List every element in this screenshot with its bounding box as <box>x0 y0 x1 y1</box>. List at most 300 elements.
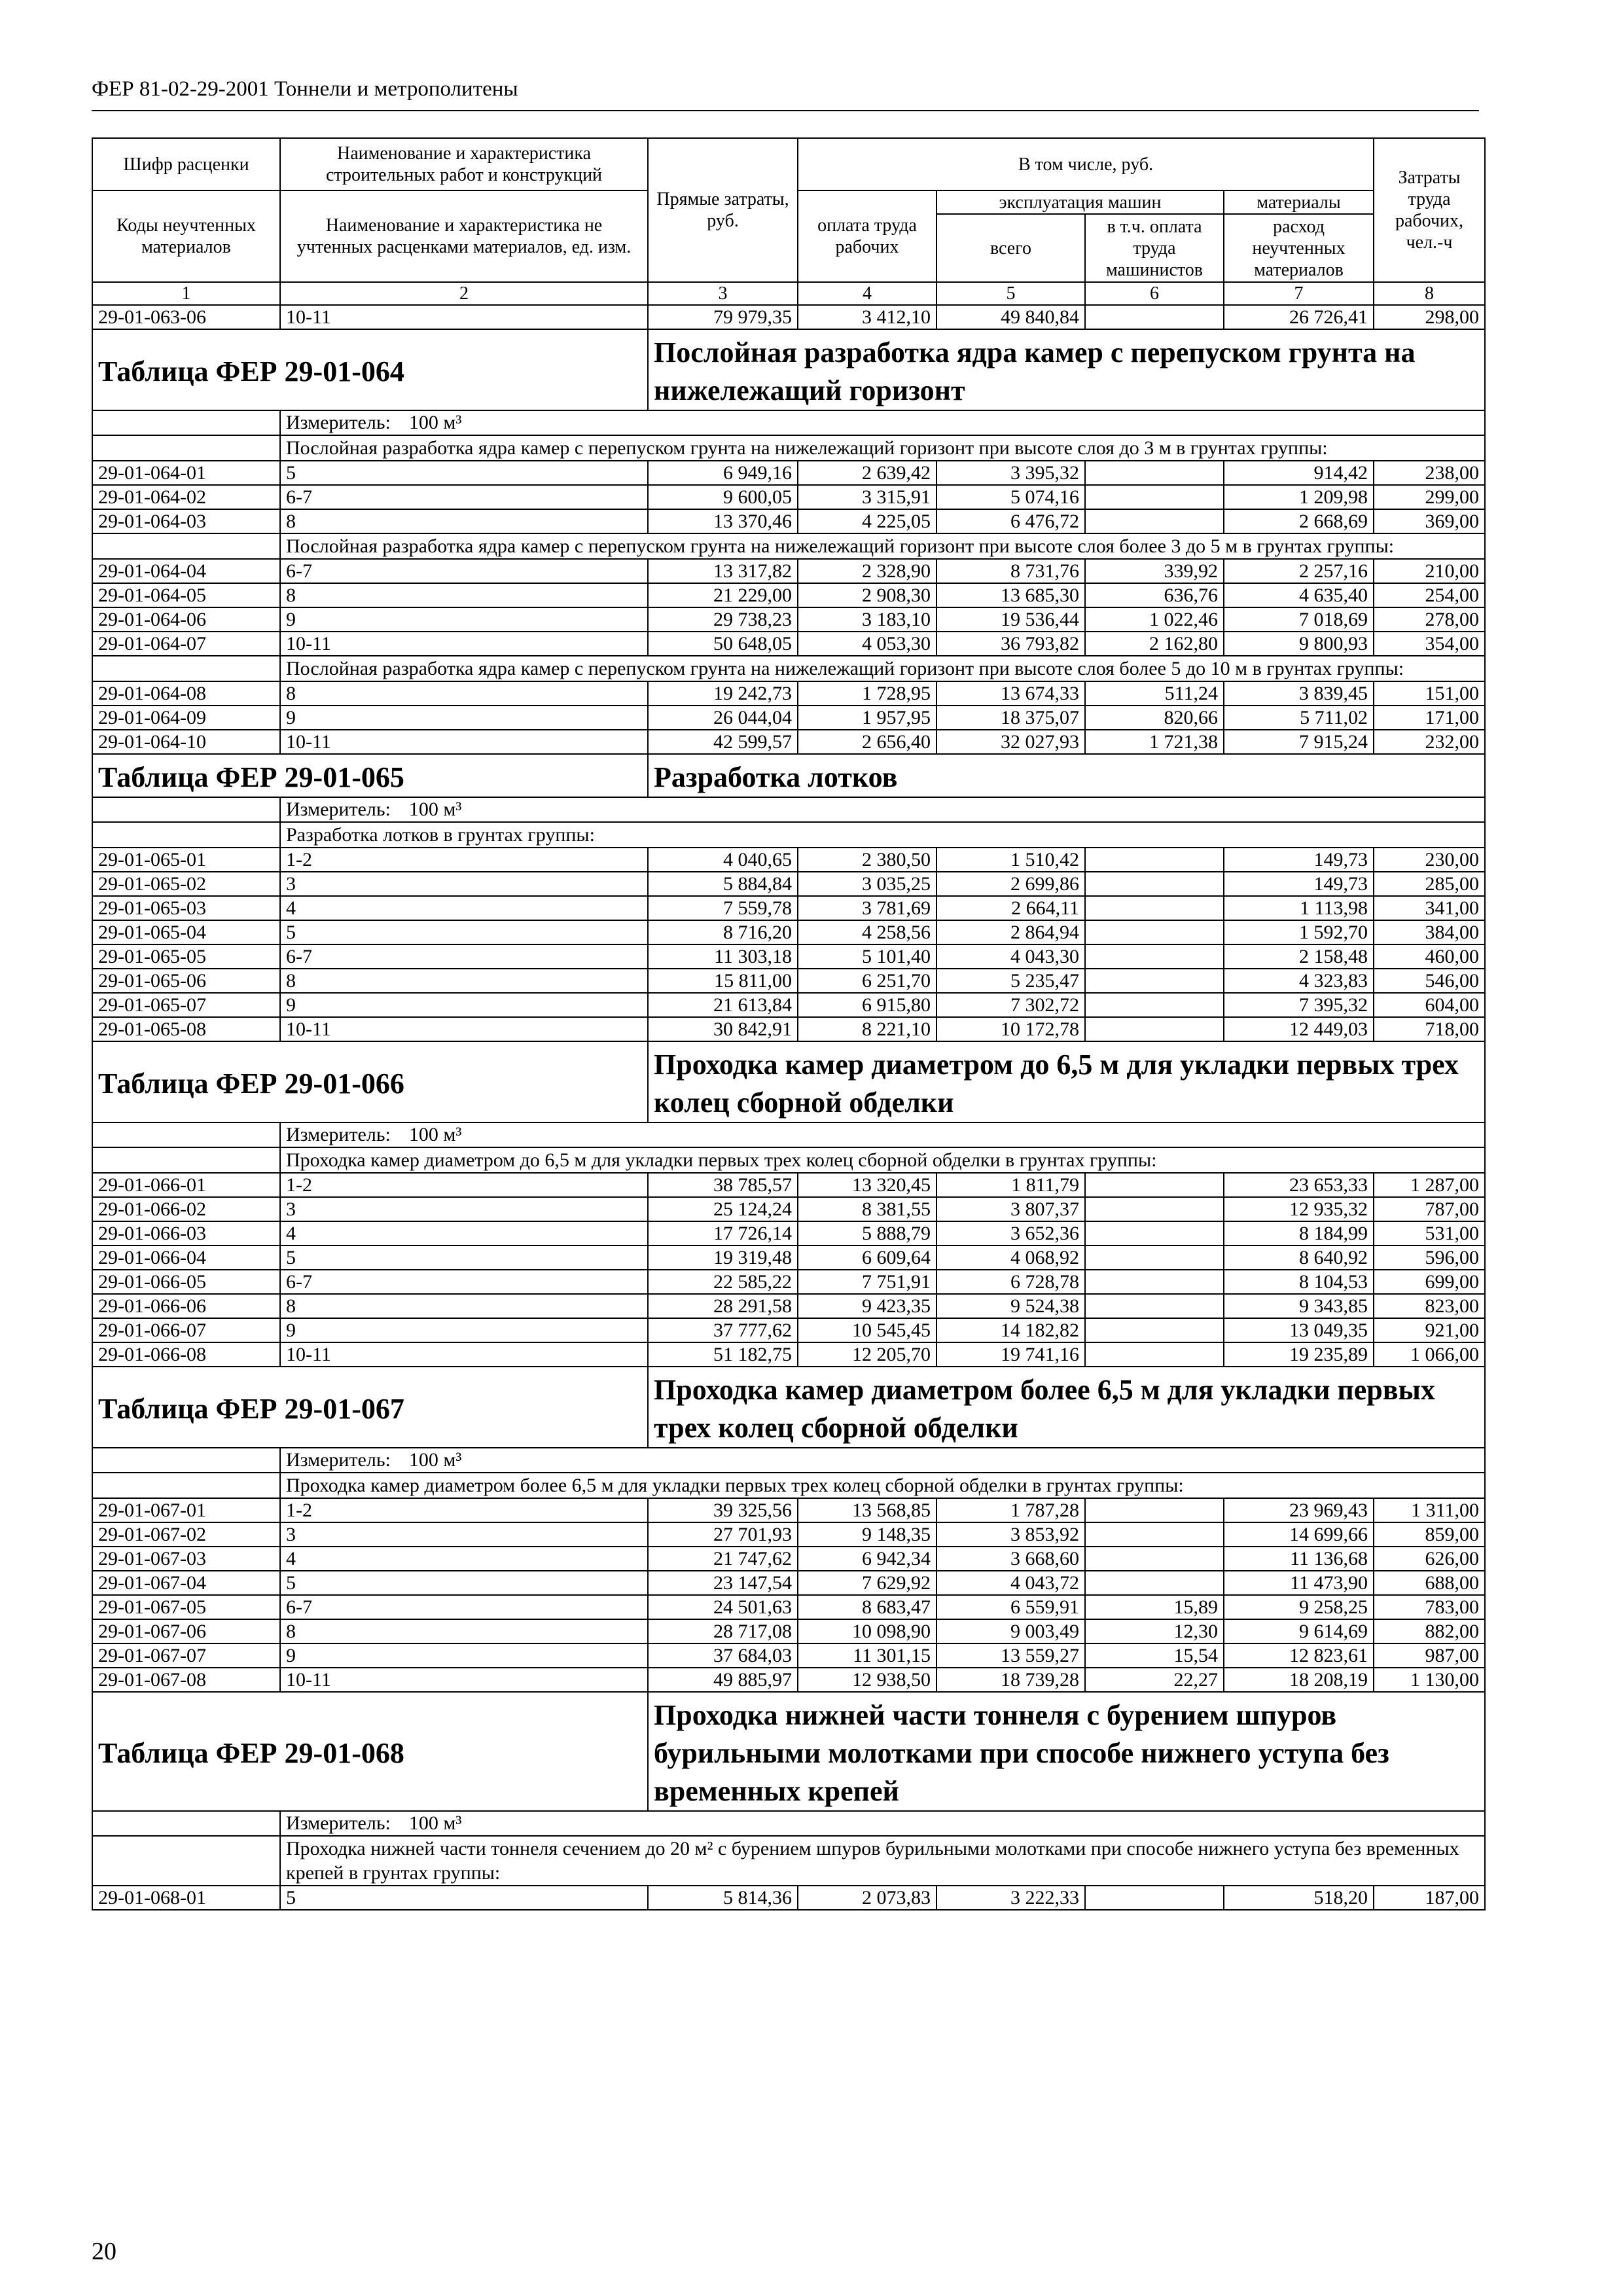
labor-hours: 460,00 <box>1374 944 1485 969</box>
section-description: Послойная разработка ядра камер с перепуском грунта на нижележащий горизонт при высоте слоя до 3 м в грунтах группы: <box>280 435 1485 461</box>
labor-hours: 546,00 <box>1374 969 1485 993</box>
rate-code: 29-01-067-03 <box>92 1547 280 1571</box>
machines-total: 1 811,79 <box>936 1173 1085 1197</box>
labor-hours: 210,00 <box>1374 559 1485 583</box>
rate-code: 29-01-064-04 <box>92 559 280 583</box>
rate-code: 29-01-066-05 <box>92 1270 280 1294</box>
direct-costs: 37 684,03 <box>648 1643 798 1668</box>
direct-costs: 8 716,20 <box>648 920 798 944</box>
table-row <box>92 730 1485 754</box>
materials-cost: 1 209,98 <box>1224 485 1374 509</box>
materials-cost: 11 473,90 <box>1224 1571 1374 1595</box>
rate-code: 29-01-066-02 <box>92 1197 280 1221</box>
table-row <box>92 1197 1485 1221</box>
table-heading-row <box>92 1041 1485 1122</box>
soil-group: 1-2 <box>280 1498 648 1522</box>
machinist-wage: 820,66 <box>1085 706 1224 730</box>
labor-hours: 232,00 <box>1374 730 1485 754</box>
worker-wage: 12 938,50 <box>798 1668 936 1692</box>
worker-wage: 2 073,83 <box>798 1886 936 1910</box>
labor-hours: 354,00 <box>1374 632 1485 656</box>
machinist-wage <box>1085 1246 1224 1270</box>
table-code: Таблица ФЕР 29-01-067 <box>92 1367 648 1448</box>
worker-wage: 6 251,70 <box>798 969 936 993</box>
machines-total: 4 043,72 <box>936 1571 1085 1595</box>
machinist-wage: 636,76 <box>1085 583 1224 607</box>
soil-group: 6-7 <box>280 485 648 509</box>
worker-wage: 7 629,92 <box>798 1571 936 1595</box>
section-description: Послойная разработка ядра камер с перепуском грунта на нижележащий горизонт при высоте слоя более 3 до 5 м в грунтах группы: <box>280 533 1485 559</box>
machines-total: 18 739,28 <box>936 1668 1085 1692</box>
materials-cost: 23 653,33 <box>1224 1173 1374 1197</box>
materials-cost: 1 113,98 <box>1224 896 1374 920</box>
rate-code: 29-01-064-06 <box>92 607 280 632</box>
table-row <box>92 1342 1485 1367</box>
column-number: 6 <box>1085 282 1224 305</box>
soil-group: 5 <box>280 1886 648 1910</box>
soil-group: 5 <box>280 461 648 485</box>
col-materials-header: материалы <box>1224 190 1374 214</box>
machinist-wage <box>1085 461 1224 485</box>
labor-hours: 783,00 <box>1374 1595 1485 1619</box>
materials-cost: 518,20 <box>1224 1886 1374 1910</box>
soil-group: 8 <box>280 1294 648 1318</box>
table-row <box>92 1173 1485 1197</box>
machinist-wage <box>1085 1294 1224 1318</box>
soil-group: 10-11 <box>280 632 648 656</box>
materials-cost: 149,73 <box>1224 872 1374 896</box>
column-number: 1 <box>92 282 280 305</box>
section-description: Проходка камер диаметром более 6,5 м для укладки первых трех колец сборной обделки в грунтах группы: <box>280 1473 1485 1498</box>
column-number: 5 <box>936 282 1085 305</box>
soil-group: 6-7 <box>280 944 648 969</box>
rate-code: 29-01-065-07 <box>92 993 280 1017</box>
worker-wage: 10 098,90 <box>798 1619 936 1643</box>
rate-code: 29-01-066-03 <box>92 1221 280 1246</box>
table-code: Таблица ФЕР 29-01-068 <box>92 1692 648 1811</box>
worker-wage: 10 545,45 <box>798 1318 936 1342</box>
worker-wage: 2 380,50 <box>798 848 936 872</box>
col-direct-header: Прямые затраты, руб. <box>648 138 798 282</box>
section-description-row <box>92 1147 1485 1173</box>
materials-cost: 4 635,40 <box>1224 583 1374 607</box>
machines-total: 1 510,42 <box>936 848 1085 872</box>
labor-hours: 626,00 <box>1374 1547 1485 1571</box>
col-machines-header: эксплуатация машин <box>936 190 1224 214</box>
direct-costs: 21 229,00 <box>648 583 798 607</box>
machines-total: 3 395,32 <box>936 461 1085 485</box>
column-number: 7 <box>1224 282 1374 305</box>
machinist-wage <box>1085 509 1224 533</box>
rate-code: 29-01-067-05 <box>92 1595 280 1619</box>
section-description: Послойная разработка ядра камер с перепуском грунта на нижележащий горизонт при высоте слоя более 5 до 10 м в грунтах группы: <box>280 656 1485 681</box>
direct-costs: 6 949,16 <box>648 461 798 485</box>
machinist-wage: 1 022,46 <box>1085 607 1224 632</box>
labor-hours: 688,00 <box>1374 1571 1485 1595</box>
unit-cell <box>280 1811 1485 1836</box>
soil-group: 10-11 <box>280 305 648 329</box>
table-row <box>92 1017 1485 1041</box>
labor-hours: 823,00 <box>1374 1294 1485 1318</box>
unit-value: 100 м³ <box>408 1449 462 1471</box>
materials-cost: 19 235,89 <box>1224 1342 1374 1367</box>
rate-code: 29-01-064-09 <box>92 706 280 730</box>
worker-wage: 2 656,40 <box>798 730 936 754</box>
table-title: Послойная разработка ядра камер с перепуском грунта на нижележащий горизонт <box>648 329 1485 410</box>
desc-spacer <box>92 1836 280 1886</box>
worker-wage: 3 412,10 <box>798 305 936 329</box>
machinist-wage: 15,54 <box>1085 1643 1224 1668</box>
rate-code: 29-01-064-02 <box>92 485 280 509</box>
soil-group: 5 <box>280 1571 648 1595</box>
machinist-wage <box>1085 1571 1224 1595</box>
unit-value: 100 м³ <box>408 1124 462 1145</box>
table-title: Разработка лотков <box>648 754 1485 797</box>
desc-spacer <box>92 656 280 681</box>
materials-cost: 26 726,41 <box>1224 305 1374 329</box>
table-row <box>92 1294 1485 1318</box>
desc-spacer <box>92 435 280 461</box>
header-rule <box>92 110 1479 111</box>
table-header <box>92 138 1485 305</box>
machinist-wage <box>1085 1318 1224 1342</box>
machines-total: 13 685,30 <box>936 583 1085 607</box>
labor-hours: 369,00 <box>1374 509 1485 533</box>
desc-spacer <box>92 822 280 848</box>
machines-total: 3 668,60 <box>936 1547 1085 1571</box>
desc-spacer <box>92 533 280 559</box>
worker-wage: 6 942,34 <box>798 1547 936 1571</box>
soil-group: 3 <box>280 1522 648 1547</box>
materials-cost: 23 969,43 <box>1224 1498 1374 1522</box>
table-row <box>92 607 1485 632</box>
materials-cost: 9 258,25 <box>1224 1595 1374 1619</box>
table-row <box>92 1547 1485 1571</box>
rates-table <box>92 137 1486 1910</box>
soil-group: 8 <box>280 1619 648 1643</box>
table-row <box>92 1318 1485 1342</box>
unit-spacer <box>92 1448 280 1473</box>
worker-wage: 3 035,25 <box>798 872 936 896</box>
materials-cost: 12 449,03 <box>1224 1017 1374 1041</box>
table-row <box>92 993 1485 1017</box>
direct-costs: 5 884,84 <box>648 872 798 896</box>
materials-cost: 1 592,70 <box>1224 920 1374 944</box>
direct-costs: 29 738,23 <box>648 607 798 632</box>
direct-costs: 28 717,08 <box>648 1619 798 1643</box>
direct-costs: 15 811,00 <box>648 969 798 993</box>
machinist-wage <box>1085 848 1224 872</box>
materials-cost: 7 395,32 <box>1224 993 1374 1017</box>
soil-group: 3 <box>280 1197 648 1221</box>
rate-code: 29-01-067-04 <box>92 1571 280 1595</box>
worker-wage: 3 781,69 <box>798 896 936 920</box>
materials-cost: 9 614,69 <box>1224 1619 1374 1643</box>
machines-total: 1 787,28 <box>936 1498 1085 1522</box>
soil-group: 10-11 <box>280 1017 648 1041</box>
soil-group: 8 <box>280 681 648 706</box>
machinist-wage <box>1085 1197 1224 1221</box>
machinist-wage <box>1085 969 1224 993</box>
table-row <box>92 848 1485 872</box>
worker-wage: 6 915,80 <box>798 993 936 1017</box>
unit-spacer <box>92 797 280 822</box>
machines-total: 6 728,78 <box>936 1270 1085 1294</box>
direct-costs: 4 040,65 <box>648 848 798 872</box>
materials-cost: 8 184,99 <box>1224 1221 1374 1246</box>
machines-total: 19 536,44 <box>936 607 1085 632</box>
materials-cost: 9 800,93 <box>1224 632 1374 656</box>
labor-hours: 341,00 <box>1374 896 1485 920</box>
labor-hours: 151,00 <box>1374 681 1485 706</box>
worker-wage: 1 728,95 <box>798 681 936 706</box>
column-numbers-row <box>92 282 1485 305</box>
labor-hours: 187,00 <box>1374 1886 1485 1910</box>
materials-cost: 11 136,68 <box>1224 1547 1374 1571</box>
col-mach-total-header: всего <box>936 214 1085 282</box>
unit-spacer <box>92 1122 280 1147</box>
rate-code: 29-01-064-07 <box>92 632 280 656</box>
rate-code: 29-01-063-06 <box>92 305 280 329</box>
unit-label: Измеритель: <box>286 412 391 433</box>
materials-cost: 9 343,85 <box>1224 1294 1374 1318</box>
materials-cost: 2 668,69 <box>1224 509 1374 533</box>
col-wage-header: оплата труда рабочих <box>798 190 936 282</box>
rate-code: 29-01-065-08 <box>92 1017 280 1041</box>
soil-group: 1-2 <box>280 848 648 872</box>
table-row <box>92 1246 1485 1270</box>
table-row <box>92 896 1485 920</box>
machines-total: 4 043,30 <box>936 944 1085 969</box>
worker-wage: 2 328,90 <box>798 559 936 583</box>
direct-costs: 7 559,78 <box>648 896 798 920</box>
labor-hours: 921,00 <box>1374 1318 1485 1342</box>
machinist-wage <box>1085 1270 1224 1294</box>
materials-cost: 7 915,24 <box>1224 730 1374 754</box>
soil-group: 10-11 <box>280 1668 648 1692</box>
desc-spacer <box>92 1473 280 1498</box>
soil-group: 9 <box>280 706 648 730</box>
machines-total: 2 864,94 <box>936 920 1085 944</box>
soil-group: 9 <box>280 1643 648 1668</box>
soil-group: 3 <box>280 872 648 896</box>
column-number: 8 <box>1374 282 1485 305</box>
soil-group: 9 <box>280 993 648 1017</box>
direct-costs: 27 701,93 <box>648 1522 798 1547</box>
soil-group: 4 <box>280 896 648 920</box>
labor-hours: 299,00 <box>1374 485 1485 509</box>
machines-total: 10 172,78 <box>936 1017 1085 1041</box>
section-description: Проходка нижней части тоннеля сечением до 20 м² с бурением шпуров бурильными молотками при способе нижнего уступа без временных крепей в грунтах группы: <box>280 1836 1485 1886</box>
col-code-header: Шифр расценки <box>92 138 280 190</box>
direct-costs: 23 147,54 <box>648 1571 798 1595</box>
table-heading-row <box>92 329 1485 410</box>
table-row <box>92 1270 1485 1294</box>
unit-row <box>92 1811 1485 1836</box>
unit-row <box>92 797 1485 822</box>
unit-cell <box>280 1122 1485 1147</box>
labor-hours: 987,00 <box>1374 1643 1485 1668</box>
soil-group: 6-7 <box>280 559 648 583</box>
soil-group: 6-7 <box>280 1595 648 1619</box>
machines-total: 3 652,36 <box>936 1221 1085 1246</box>
machines-total: 18 375,07 <box>936 706 1085 730</box>
rate-code: 29-01-067-07 <box>92 1643 280 1668</box>
worker-wage: 1 957,95 <box>798 706 936 730</box>
machinist-wage <box>1085 944 1224 969</box>
direct-costs: 13 370,46 <box>648 509 798 533</box>
table-row <box>92 872 1485 896</box>
section-description: Разработка лотков в грунтах группы: <box>280 822 1485 848</box>
machines-total: 9 003,49 <box>936 1619 1085 1643</box>
rate-code: 29-01-065-05 <box>92 944 280 969</box>
direct-costs: 79 979,35 <box>648 305 798 329</box>
unit-spacer <box>92 1811 280 1836</box>
worker-wage: 7 751,91 <box>798 1270 936 1294</box>
document-header: ФЕР 81-02-29-2001 Тоннели и метрополитены <box>92 77 518 101</box>
table-row <box>92 1522 1485 1547</box>
direct-costs: 30 842,91 <box>648 1017 798 1041</box>
materials-cost: 914,42 <box>1224 461 1374 485</box>
machines-total: 3 222,33 <box>936 1886 1085 1910</box>
soil-group: 5 <box>280 1246 648 1270</box>
table-title: Проходка камер диаметром более 6,5 м для укладки первых трех колец сборной обделки <box>648 1367 1485 1448</box>
materials-cost: 13 049,35 <box>1224 1318 1374 1342</box>
worker-wage: 13 320,45 <box>798 1173 936 1197</box>
worker-wage: 4 258,56 <box>798 920 936 944</box>
soil-group: 4 <box>280 1221 648 1246</box>
soil-group: 8 <box>280 583 648 607</box>
direct-costs: 51 182,75 <box>648 1342 798 1367</box>
worker-wage: 13 568,85 <box>798 1498 936 1522</box>
table-row <box>92 1571 1485 1595</box>
worker-wage: 9 148,35 <box>798 1522 936 1547</box>
machinist-wage: 511,24 <box>1085 681 1224 706</box>
direct-costs: 19 319,48 <box>648 1246 798 1270</box>
table-title: Проходка нижней части тоннеля с бурением шпуров бурильными молотками при способе нижнего уступа без временных крепей <box>648 1692 1485 1811</box>
direct-costs: 38 785,57 <box>648 1173 798 1197</box>
worker-wage: 4 225,05 <box>798 509 936 533</box>
col-name-sub-header: Наименование и характеристика не учтенных расценками материалов, ед. изм. <box>280 190 648 282</box>
worker-wage: 5 101,40 <box>798 944 936 969</box>
machines-total: 5 235,47 <box>936 969 1085 993</box>
direct-costs: 25 124,24 <box>648 1197 798 1221</box>
worker-wage: 4 053,30 <box>798 632 936 656</box>
rate-code: 29-01-066-01 <box>92 1173 280 1197</box>
direct-costs: 37 777,62 <box>648 1318 798 1342</box>
table-row <box>92 706 1485 730</box>
machinist-wage <box>1085 1886 1224 1910</box>
soil-group: 9 <box>280 1318 648 1342</box>
machines-total: 3 853,92 <box>936 1522 1085 1547</box>
labor-hours: 882,00 <box>1374 1619 1485 1643</box>
machines-total: 32 027,93 <box>936 730 1085 754</box>
page-number: 20 <box>92 2238 116 2265</box>
unit-label: Измеритель: <box>286 798 391 820</box>
table-row <box>92 920 1485 944</box>
materials-cost: 8 104,53 <box>1224 1270 1374 1294</box>
machines-total: 36 793,82 <box>936 632 1085 656</box>
machinist-wage <box>1085 993 1224 1017</box>
col-incl-header: В том числе, руб. <box>798 138 1374 190</box>
unit-label: Измеритель: <box>286 1124 391 1145</box>
section-description-row <box>92 1836 1485 1886</box>
machinist-wage: 12,30 <box>1085 1619 1224 1643</box>
unit-label: Измеритель: <box>286 1449 391 1471</box>
soil-group: 5 <box>280 920 648 944</box>
section-description-row <box>92 656 1485 681</box>
labor-hours: 699,00 <box>1374 1270 1485 1294</box>
soil-group: 10-11 <box>280 1342 648 1367</box>
table-heading-row <box>92 754 1485 797</box>
machinist-wage: 2 162,80 <box>1085 632 1224 656</box>
table-row <box>92 509 1485 533</box>
table-row <box>92 1498 1485 1522</box>
table-body <box>92 305 1485 1910</box>
col-name-header: Наименование и характеристика строительных работ и конструкций <box>280 138 648 190</box>
machinist-wage <box>1085 485 1224 509</box>
unit-row <box>92 1448 1485 1473</box>
machinist-wage <box>1085 1498 1224 1522</box>
soil-group: 4 <box>280 1547 648 1571</box>
rate-code: 29-01-067-01 <box>92 1498 280 1522</box>
machines-total: 3 807,37 <box>936 1197 1085 1221</box>
section-description-row <box>92 822 1485 848</box>
labor-hours: 1 130,00 <box>1374 1668 1485 1692</box>
materials-cost: 12 823,61 <box>1224 1643 1374 1668</box>
direct-costs: 21 613,84 <box>648 993 798 1017</box>
machinist-wage <box>1085 920 1224 944</box>
materials-cost: 5 711,02 <box>1224 706 1374 730</box>
rate-code: 29-01-064-08 <box>92 681 280 706</box>
materials-cost: 8 640,92 <box>1224 1246 1374 1270</box>
machinist-wage: 1 721,38 <box>1085 730 1224 754</box>
labor-hours: 787,00 <box>1374 1197 1485 1221</box>
machines-total: 13 559,27 <box>936 1643 1085 1668</box>
table-code: Таблица ФЕР 29-01-066 <box>92 1041 648 1122</box>
column-number: 4 <box>798 282 936 305</box>
column-number: 2 <box>280 282 648 305</box>
machines-total: 9 524,38 <box>936 1294 1085 1318</box>
direct-costs: 21 747,62 <box>648 1547 798 1571</box>
section-description-row <box>92 533 1485 559</box>
direct-costs: 49 885,97 <box>648 1668 798 1692</box>
table-code: Таблица ФЕР 29-01-064 <box>92 329 648 410</box>
direct-costs: 9 600,05 <box>648 485 798 509</box>
unit-cell <box>280 797 1485 822</box>
table-row <box>92 681 1485 706</box>
labor-hours: 531,00 <box>1374 1221 1485 1246</box>
labor-hours: 718,00 <box>1374 1017 1485 1041</box>
machines-total: 2 664,11 <box>936 896 1085 920</box>
table-title: Проходка камер диаметром до 6,5 м для укладки первых трех колец сборной обделки <box>648 1041 1485 1122</box>
rate-code: 29-01-064-05 <box>92 583 280 607</box>
labor-hours: 278,00 <box>1374 607 1485 632</box>
machinist-wage <box>1085 1547 1224 1571</box>
table-row <box>92 485 1485 509</box>
rate-code: 29-01-064-01 <box>92 461 280 485</box>
machinist-wage: 15,89 <box>1085 1595 1224 1619</box>
table-row <box>92 1221 1485 1246</box>
labor-hours: 384,00 <box>1374 920 1485 944</box>
machinist-wage <box>1085 896 1224 920</box>
direct-costs: 24 501,63 <box>648 1595 798 1619</box>
unit-value: 100 м³ <box>408 1812 462 1834</box>
labor-hours: 596,00 <box>1374 1246 1485 1270</box>
unit-spacer <box>92 410 280 435</box>
unit-value: 100 м³ <box>408 412 462 433</box>
worker-wage: 8 381,55 <box>798 1197 936 1221</box>
